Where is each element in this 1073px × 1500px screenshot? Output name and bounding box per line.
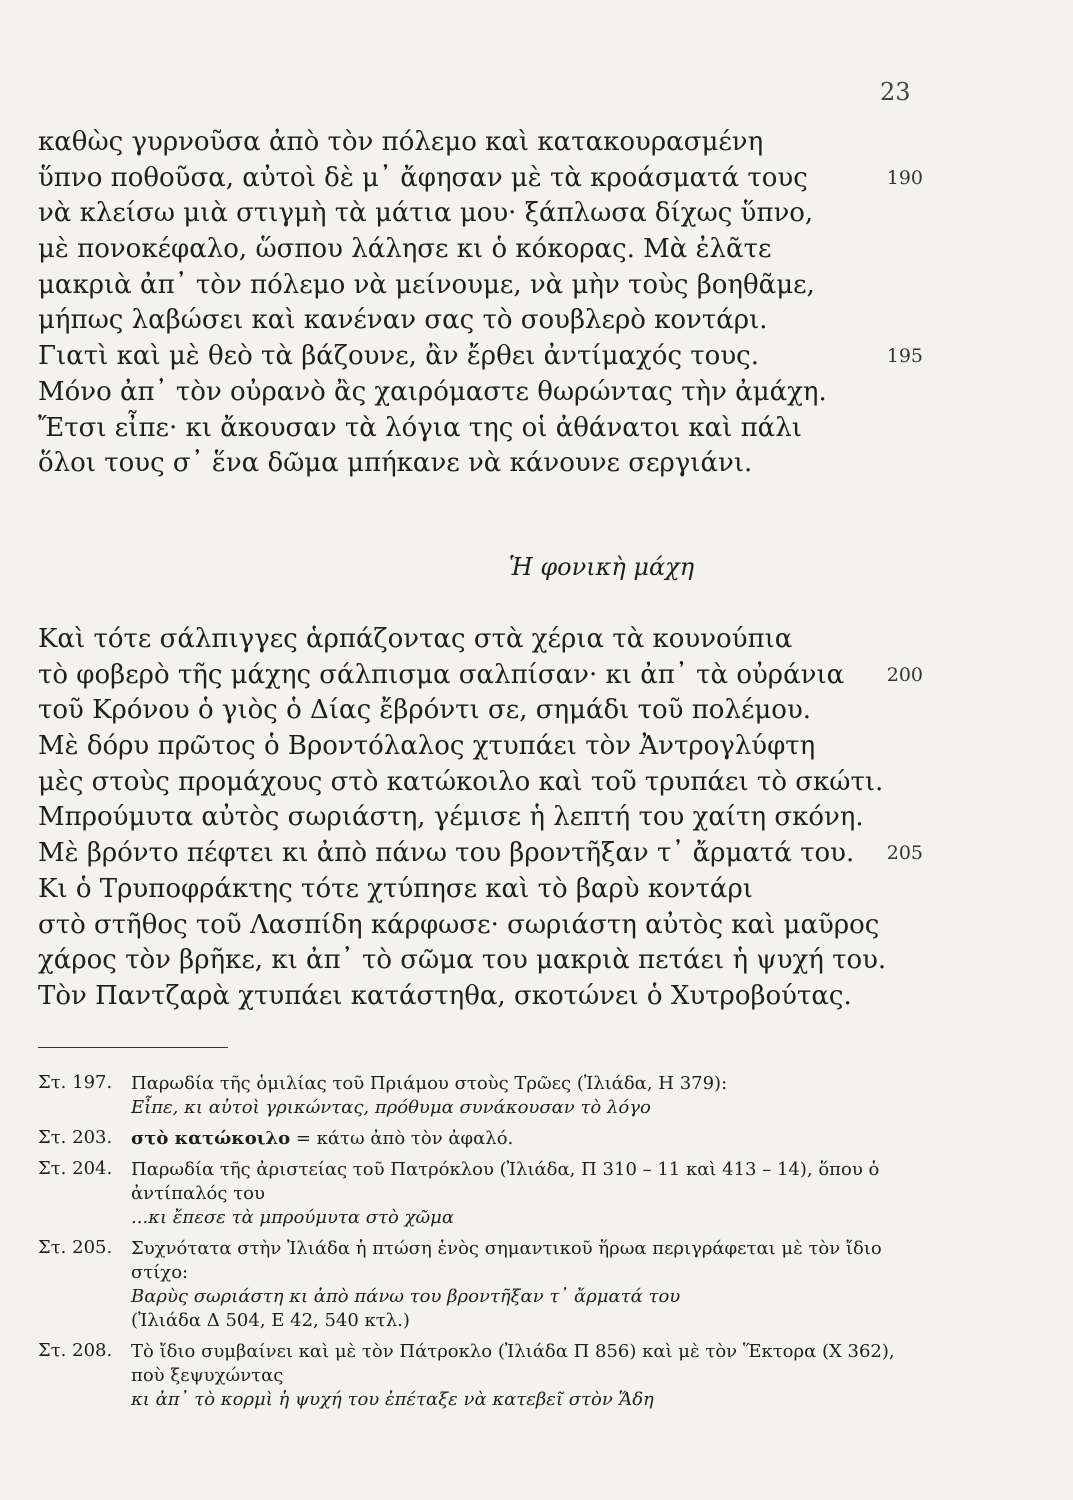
verse-line: Μόνο ἀπ᾽ τὸν οὐρανὸ ἂς χαιρόμαστε θωρώντας τὴν ἀμάχη. [38, 376, 827, 407]
footnote-divider [38, 1047, 228, 1048]
verse-line: Μὲ βρόντο πέφτει κι ἀπὸ πάνω του βροντῆξαν τ᾽ ἄρματά του. 205 [38, 836, 918, 872]
verse-line: ὕπνο ποθοῦσα, αὐτοὶ δὲ μ᾽ ἄφησαν μὲ τὰ κροάσματά τους 190 [38, 161, 918, 197]
verse-line: Κι ὁ Τρυποφράκτης τότε χτύπησε καὶ τὸ βαρὺ κοντάρι [38, 873, 753, 904]
verse-block-top [38, 125, 923, 482]
verse-line: Τὸν Παντζαρὰ χτυπάει κατάστηθα, σκοτώνει ὁ Χυτροβούτας. [38, 980, 852, 1011]
verse-line: Μπρούμυτα αὐτὸς σωριάστη, γέμισε ἡ λεπτή του χαίτη σκόνη. [38, 802, 864, 833]
verse-line: Μὲ δόρυ πρῶτος ὁ Βροντόλαλος χτυπάει τὸν Ἀντρογλύφτη [38, 731, 816, 762]
verse-line: στὸ στῆθος τοῦ Λασπίδη κάρφωσε· σωριάστη αὐτὸς καὶ μαῦρος [38, 909, 880, 940]
verse-line: τοῦ Κρόνου ὁ γιὸς ὁ Δίας ἔβρόντι σε, σημάδι τοῦ πολέμου. [38, 695, 812, 726]
verse-line: καθὼς γυρνοῦσα ἀπὸ τὸν πόλεμο καὶ κατακουρασμένη [38, 127, 764, 157]
line-number: 205 [886, 842, 923, 865]
verse-line: τὸ φοβερὸ τῆς μάχης σάλπισμα σαλπίσαν· κι ἀπ᾽ τὰ οὐράνια 200 [38, 658, 918, 694]
footnote: Στ. 205. Συχνότατα στὴν Ἰλιάδα ἡ πτώση ἑνὸς σημαντικοῦ ἥρωα περιγράφεται μὲ τὸν ἴδιο στίχο: Βαρὺς σωριάστη κι ἀπὸ πάνω του βροντῆξαν τ᾽ ἄρματά του (Ἰλιάδα Δ 504, Ε 42, 540 κτλ.) [38, 1237, 882, 1331]
verse-line: ὅλοι τους σ᾽ ἕνα δῶμα μπήκανε νὰ κάνουνε σεργιάνι. [38, 448, 753, 479]
verse-line: Γιατὶ καὶ μὲ θεὸ τὰ βάζουνε, ἂν ἔρθει ἀντίμαχός τους. 195 [38, 339, 918, 375]
verse-line: μὲς στοὺς προμάχους στὸ κατώκοιλο καὶ τοῦ τρυπάει τὸ σκώτι. [38, 766, 884, 797]
verse-line: νὰ κλείσω μιὰ στιγμὴ τὰ μάτια μου· ξάπλωσα δίχως ὕπνο, [38, 198, 814, 229]
line-number: 195 [886, 345, 923, 368]
line-number: 190 [886, 166, 923, 189]
verse-line: Ἔτσι εἶπε· κι ἄκουσαν τὰ λόγια της οἱ ἀθάνατοι καὶ πάλι [38, 412, 802, 443]
footnote: Στ. 197. Παρωδία τῆς ὁμιλίας τοῦ Πριάμου στοὺς Τρῶες (Ἰλιάδα, Η 379): Εἶπε, κι αὐτοὶ γρικώντας, πρόθυμα συνάκουσαν τὸ λόγο [38, 1072, 728, 1118]
footnotes [38, 1072, 918, 1419]
footnote: Στ. 203. στὸ κατώκοιλο = κάτω ἀπὸ τὸν ἀφαλό. [38, 1127, 514, 1149]
verse-line: μακριὰ ἀπ᾽ τὸν πόλεμο νὰ μείνουμε, νὰ μὴν τοὺς βοηθᾶμε, [38, 269, 815, 300]
verse-block-bottom [38, 622, 923, 1015]
footnote: Στ. 208. Τὸ ἴδιο συμβαίνει καὶ μὲ τὸν Πάτροκλο (Ἰλιάδα Π 856) καὶ μὲ τὸν Ἕκτορα (Χ 362), ποὺ ξεψυχώντας κι ἀπ᾽ τὸ κορμὶ ἡ ψυχή του ἐπέταξε νὰ κατεβεῖ στὸν Ἅδη [38, 1340, 895, 1410]
footnote: Στ. 204. Παρωδία τῆς ἀριστείας τοῦ Πατρόκλου (Ἰλιάδα, Π 310 – 11 καὶ 413 – 14), ὅπου ὁ ἀντίπαλός του ...κι ἔπεσε τὰ μπρούμυτα στὸ χῶμα [38, 1158, 880, 1228]
verse-line: Καὶ τότε σάλπιγγες ἁρπάζοντας στὰ χέρια τὰ κουνούπια [38, 624, 793, 654]
verse-line: χάρος τὸν βρῆκε, κι ἀπ᾽ τὸ σῶμα του μακριὰ πετάει ἡ ψυχή του. [38, 945, 887, 976]
verse-line: μὲ πονοκέφαλο, ὥσπου λάλησε κι ὁ κόκορας. Μὰ ἐλᾶτε [38, 234, 772, 265]
verse-line: μήπως λαβώσει καὶ κανέναν σας τὸ σουβλερὸ κοντάρι. [38, 305, 768, 336]
line-number: 200 [886, 663, 923, 686]
page-number: 23 [880, 78, 911, 106]
section-title: Ἡ φονικὴ μάχη [508, 553, 695, 581]
